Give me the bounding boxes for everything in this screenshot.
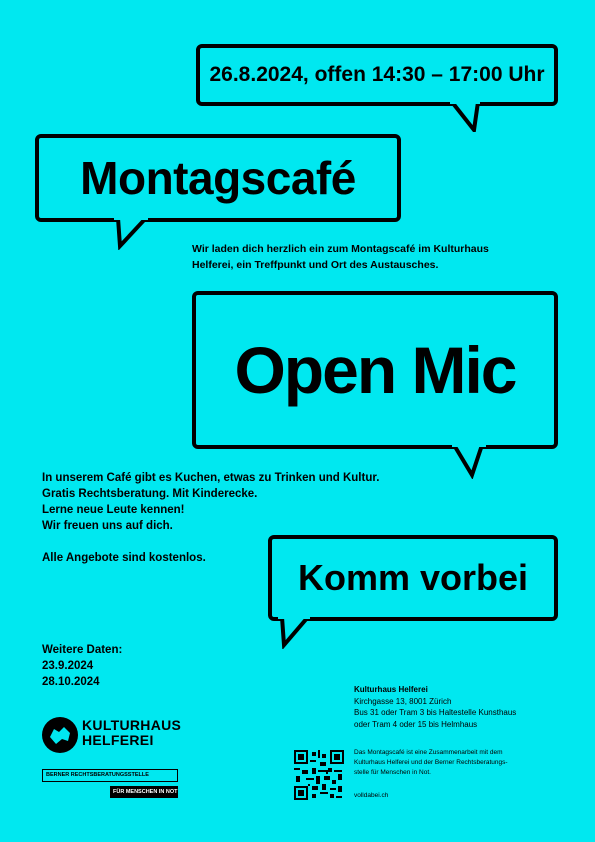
collab-line: stelle für Menschen in Not. (354, 769, 431, 776)
komm-bubble (268, 535, 558, 621)
more-dates-heading: Weitere Daten: (42, 644, 123, 656)
kulturhaus-logo-text (82, 718, 181, 748)
title-bubble (35, 134, 401, 222)
free-note: Alle Angebote sind kostenlos. (42, 552, 206, 564)
collab-note (354, 748, 508, 778)
venue-transport: oder Tram 4 oder 15 bis Helmhaus (354, 719, 478, 729)
more-dates (42, 642, 122, 690)
body-line: In unserem Café gibt es Kuchen, etwas zu Trinken und Kultur. (42, 472, 380, 484)
open-mic-bubble (192, 291, 558, 449)
intro-line: Helferei, ein Treffpunkt und Ort des Austausches. (192, 259, 439, 271)
venue-name: Kulturhaus Helferei (354, 685, 428, 694)
venue-info (354, 684, 516, 730)
logo-line: HELFEREI (82, 732, 154, 748)
collab-line: Kulturhaus Helferei und der Berner Rechtsberatungs- (354, 759, 508, 766)
date-item: 28.10.2024 (42, 676, 100, 688)
body-line: Lerne neue Leute kennen! (42, 504, 185, 516)
body-line: Gratis Rechtsberatung. Mit Kinderecke. (42, 488, 258, 500)
qr-code[interactable] (294, 750, 344, 800)
website-link[interactable]: volldabei.ch (354, 792, 389, 799)
komm-bubble-tail (278, 617, 310, 649)
open-mic-text: Open Mic (234, 333, 516, 407)
venue-address: Kirchgasse 13, 8001 Zürich (354, 696, 452, 706)
date-text: 26.8.2024, offen 14:30 – 17:00 Uhr (209, 63, 545, 86)
menschen-logo: FÜR MENSCHEN IN NOT (110, 786, 178, 798)
date-item: 23.9.2024 (42, 660, 94, 672)
collab-line: Das Montagscafé ist eine Zusammenarbeit mit dem (354, 749, 503, 756)
date-bubble (196, 44, 558, 106)
intro-text (192, 241, 489, 273)
page-title: Montagscafé (80, 152, 356, 204)
kulturhaus-logo-icon (42, 717, 78, 753)
logo-line: KULTURHAUS (82, 717, 182, 733)
intro-line: Wir laden dich herzlich ein zum Montagscafé im Kulturhaus (192, 243, 489, 255)
berner-logo: BERNER RECHTSBERATUNGSSTELLE (42, 769, 178, 782)
komm-text: Komm vorbei (297, 557, 529, 598)
title-bubble-tail (114, 218, 148, 250)
body-line: Wir freuen uns auf dich. (42, 520, 173, 532)
open-mic-bubble-tail (452, 445, 486, 479)
date-bubble-tail (450, 102, 480, 132)
venue-transport: Bus 31 oder Tram 3 bis Haltestelle Kunsthaus (354, 708, 517, 717)
